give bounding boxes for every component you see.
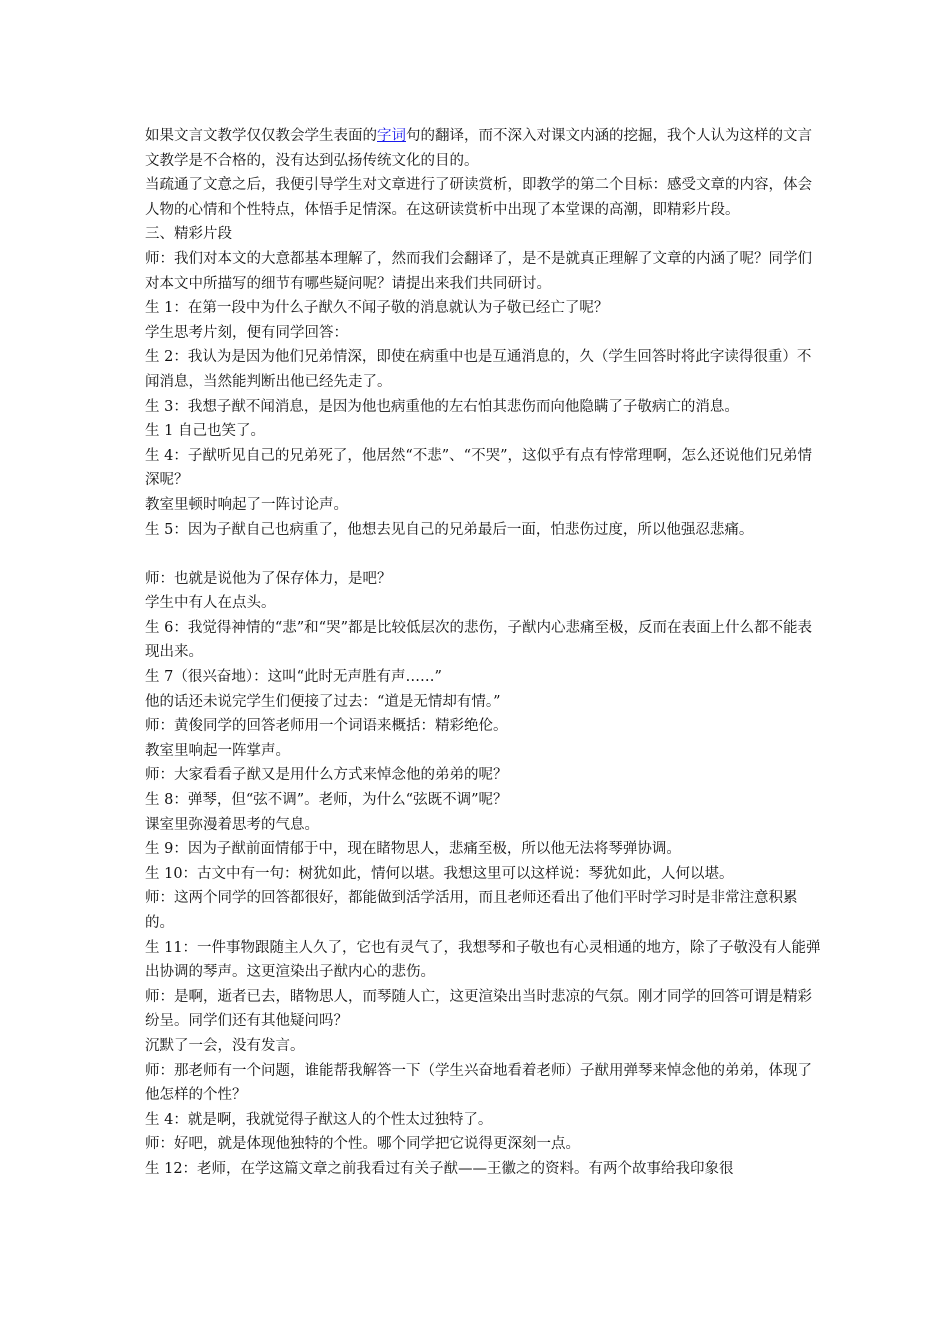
paragraph: 师：也就是说他为了保存体力，是吧？ (145, 570, 392, 587)
paragraph: 生 7（很兴奋地）：这叫“此时无声胜有声……” (145, 669, 442, 686)
paragraph: 生 2：我认为是因为他们兄弟情深，即使在病重中也是互通消息的，久（学生回答时将此字读得很重）不闻消息，当然能判断出他已经先走了。 (145, 349, 812, 390)
paragraph: 生 11：一件事物跟随主人久了，它也有灵气了，我想琴和子敬也有心灵相通的地方，除了子敬没有人能弹出协调的琴声。这更渲染出子猷内心的悲伤。 (145, 939, 821, 981)
blank-line (145, 542, 825, 567)
paragraph: 生 4：子猷听见自己的兄弟死了，他居然“不悲”、“不哭”，这似乎有点有悖常理啊，怎么还说他们兄弟情深呢？ (145, 447, 812, 489)
paragraph: 当疏通了文意之后，我便引导学生对文章进行了研读赏析，即教学的第二个目标：感受文章的内容，体会人物的心情和个性特点，体悟手足情深。在这研读赏析中出现了本堂课的高潮，即精彩片段。 (145, 177, 812, 218)
paragraph: 沉默了一会，没有发言。 (145, 1037, 305, 1054)
paragraph: 他的话还未说完学生们便接了过去：“道是无情却有情。” (145, 693, 501, 710)
paragraph: 生 6：我觉得神情的“悲”和“哭”都是比较低层次的悲伤，子猷内心悲痛至极，反而在表面上什么都不能表现出来。 (145, 619, 812, 661)
paragraph: 课室里弥漫着思考的气息。 (145, 816, 319, 833)
paragraph: 生 5：因为子猷自己也病重了，他想去见自己的兄弟最后一面，怕悲伤过度，所以他强忍悲痛。 (145, 521, 754, 538)
paragraph: 生 9：因为子猷前面情郁于中，现在睹物思人，悲痛至极，所以他无法将琴弹协调。 (145, 841, 681, 858)
ciyu-link[interactable]: 字词 (377, 128, 406, 144)
paragraph: 生 8：弹琴，但“弦不调”。老师，为什么“弦既不调”呢？ (145, 792, 508, 809)
paragraph: 生 3：我想子猷不闻消息，是因为他也病重他的左右怕其悲伤而向他隐瞒了子敬病亡的消息。 (145, 398, 739, 415)
paragraph: 生 12：老师，在学这篇文章之前我看过有关子猷——王徽之的资料。有两个故事给我印象很 (145, 1160, 734, 1177)
intro-paragraph (145, 124, 825, 173)
section-heading: 三、精彩片段 (145, 226, 232, 243)
intro-text-before: 如果文言文教学仅仅教会学生表面的 (145, 128, 377, 144)
paragraph: 师：大家看看子猷又是用什么方式来悼念他的弟弟的呢？ (145, 767, 508, 784)
paragraph: 师：那老师有一个问题，谁能帮我解答一下（学生兴奋地看着老师）子猷用弹琴来悼念他的弟弟，体现了他怎样的个性？ (145, 1062, 812, 1104)
paragraph: 教室里顿时响起了一阵讨论声。 (145, 496, 348, 513)
paragraph: 师：这两个同学的回答都很好，都能做到活学活用，而且老师还看出了他们平时学习时是非常注意积累的。 (145, 890, 798, 931)
paragraph: 生 1 自己也笑了。 (145, 423, 265, 440)
paragraph: 生 10：古文中有一句：树犹如此，情何以堪。我想这里可以这样说：琴犹如此，人何以堪。 (145, 865, 734, 882)
paragraph: 师：是啊，逝者已去，睹物思人，而琴随人亡，这更渲染出当时悲凉的气氛。刚才同学的回答可谓是精彩纷呈。同学们还有其他疑问吗？ (145, 988, 812, 1030)
paragraph: 生 4：就是啊，我就觉得子猷这人的个性太过独特了。 (145, 1111, 493, 1128)
paragraph: 学生思考片刻，便有同学回答： (145, 324, 348, 341)
paragraph: 师：我们对本文的大意都基本理解了，然而我们会翻译了，是不是就真正理解了文章的内涵了呢？同学们对本文中所描写的细节有哪些疑问呢？请提出来我们共同研讨。 (145, 250, 812, 292)
paragraph: 师：黄俊同学的回答老师用一个词语来概括：精彩绝伦。 (145, 718, 508, 735)
document-page (145, 124, 825, 1182)
paragraph: 学生中有人在点头。 (145, 595, 276, 612)
paragraph: 师：好吧，就是体现他独特的个性。哪个同学把它说得更深刻一点。 (145, 1136, 580, 1153)
paragraph: 教室里响起一阵掌声。 (145, 742, 290, 759)
paragraph: 生 1：在第一段中为什么子猷久不闻子敬的消息就认为子敬已经亡了呢？ (145, 300, 609, 317)
intro-text-after: 句的翻译，而不深入对课文内涵的挖掘，我个人认为这样的文言文教学是不合格的，没有达到弘扬传统文化的目的。 (145, 128, 812, 169)
